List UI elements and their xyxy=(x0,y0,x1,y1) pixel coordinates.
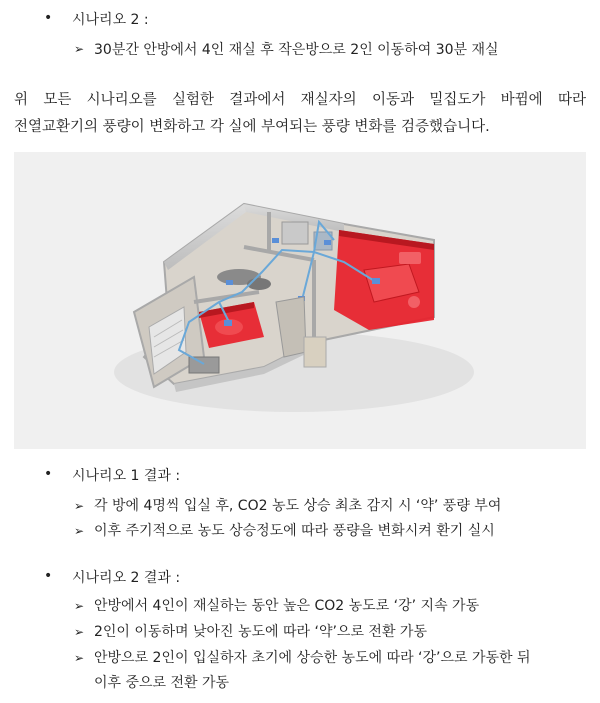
arrow-icon: ➢ xyxy=(74,651,85,665)
result2-item-3-continuation: 이후 중으로 전환 가동 xyxy=(94,675,230,691)
bullet-scenario2: • xyxy=(44,10,53,26)
result2-title: 시나리오 2 결과 : xyxy=(72,570,181,586)
bullet-result2: • xyxy=(44,568,53,584)
paragraph-line-1: 위 모든 시나리오를 실험한 결과에서 재실자의 이동과 밀집도가 바뀜에 따라 xyxy=(14,92,586,108)
result2-item-1: 안방에서 4인이 재실하는 동안 높은 CO2 농도로 ‘강’ 지속 가동 xyxy=(94,598,480,614)
bullet-result1: • xyxy=(44,466,53,482)
scenario2-title: 시나리오 2 : xyxy=(72,12,149,28)
result1-title: 시나리오 1 결과 : xyxy=(72,468,181,484)
arrow-icon: ➢ xyxy=(74,42,85,56)
arrow-icon: ➢ xyxy=(74,625,85,639)
result1-item-2: 이후 주기적으로 농도 상승정도에 따라 풍량을 변화시켜 환기 실시 xyxy=(94,523,495,539)
result1-item-1: 각 방에 4명씩 입실 후, CO2 농도 상승 최초 감지 시 ‘약’ 풍량 부여 xyxy=(94,498,502,514)
result2-item-2: 2인이 이동하며 낮아진 농도에 따라 ‘약’으로 전환 가동 xyxy=(94,624,427,640)
paragraph-line-2: 전열교환기의 풍량이 변화하고 각 실에 부여되는 풍량 변화를 검증했습니다. xyxy=(14,119,490,135)
result2-item-3: 안방으로 2인이 입실하자 초기에 상승한 농도에 따라 ‘강’으로 가동한 뒤 xyxy=(94,650,531,666)
arrow-icon: ➢ xyxy=(74,499,85,513)
arrow-icon: ➢ xyxy=(74,524,85,538)
arrow-icon: ➢ xyxy=(74,599,85,613)
scenario2-item-1: 30분간 안방에서 4인 재실 후 작은방으로 2인 이동하여 30분 재실 xyxy=(94,42,499,58)
floor-plan-illustration xyxy=(14,152,586,449)
floor-plan-figure xyxy=(14,152,586,449)
